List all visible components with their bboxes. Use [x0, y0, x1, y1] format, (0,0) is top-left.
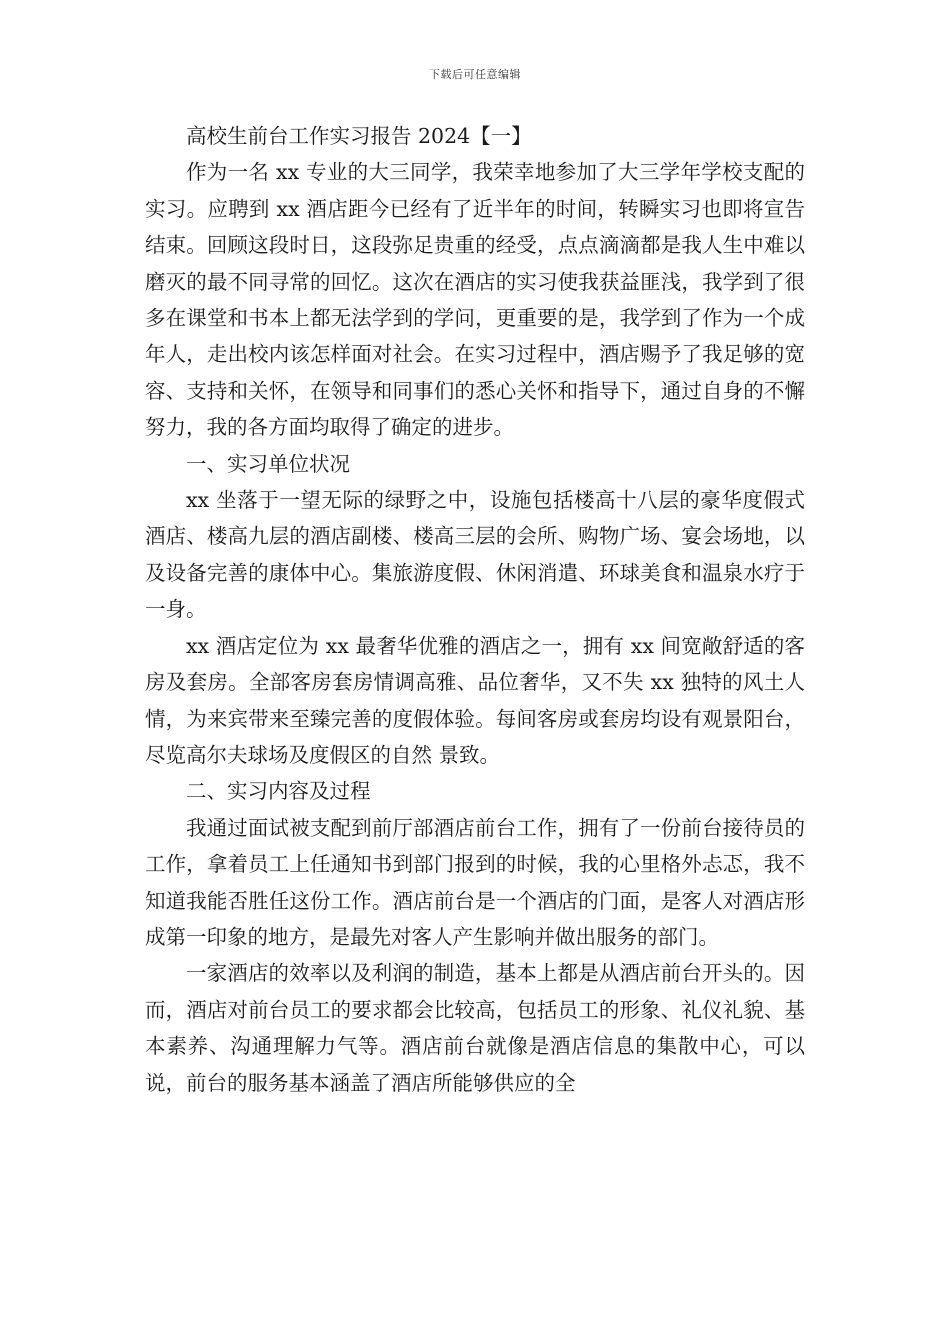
paragraph-front-desk-role: 我通过面试被支配到前厅部酒店前台工作，拥有了一份前台接待员的工作，拿着员工上任通知书到部门报到的时候，我的心里格外忐忑，我不知道我能否胜任这份工作。酒店前台是一个酒店的门面，是客人对酒店形成第一印象的地方，是最先对客人产生影响并做出服务的部门。 — [145, 815, 805, 949]
section-heading-company: 一、实习单位状况 — [186, 451, 350, 476]
section-heading-content: 二、实习内容及过程 — [186, 779, 371, 804]
paragraph-company-positioning: xx 酒店定位为 xx 最奢华优雅的酒店之一，拥有 xx 间宽敞舒适的客房及套房。全部客房套房情调高雅、品位奢华，又不失 xx 独特的风土人情，为来宾带来至臻完善的度假体验。每间客房或套房均设有观景阳台，尽览高尔夫球场及度假区的自然 景致。 — [145, 633, 805, 767]
page-header-note: 下载后可任意编辑 — [429, 68, 521, 81]
paragraph-intro: 作为一名 xx 专业的大三同学，我荣幸地参加了大三学年学校支配的实习。应聘到 xx 酒店距今已经有了近半年的时间，转瞬实习也即将宣告结束。回顾这段时日，这段弥足贵重的经受，点点滴滴都是我人生中难以磨灭的最不同寻常的回忆。这次在酒店的实习使我获益匪浅，我学到了很多在课堂和书本上都无法学到的学问，更重要的是，我学到了作为一个成年人，走出校内该怎样面对社会。在实习过程中，酒店赐予了我足够的宽容、支持和关怀，在领导和同事们的悉心关怀和指导下，通过自身的不懈努力，我的各方面均取得了确定的进步。 — [145, 160, 805, 440]
paragraph-front-desk-importance: 一家酒店的效率以及利润的制造，基本上都是从酒店前台开头的。因而，酒店对前台员工的要求都会比较高，包括员工的形象、礼仪礼貌、基本素养、沟通理解力气等。酒店前台就像是酒店信息的集散中心，可以说，前台的服务基本涵盖了酒店所能够供应的全 — [145, 961, 805, 1095]
document-title: 高校生前台工作实习报告 2024【一】 — [186, 124, 532, 148]
paragraph-company-facilities: xx 坐落于一望无际的绿野之中，设施包括楼高十八层的豪华度假式酒店、楼高九层的酒店副楼、楼高三层的会所、购物广场、宴会场地，以及设备完善的康体中心。集旅游度假、休闲消遣、环球美食和温泉水疗于一身。 — [145, 488, 805, 622]
document-body — [145, 118, 805, 1101]
